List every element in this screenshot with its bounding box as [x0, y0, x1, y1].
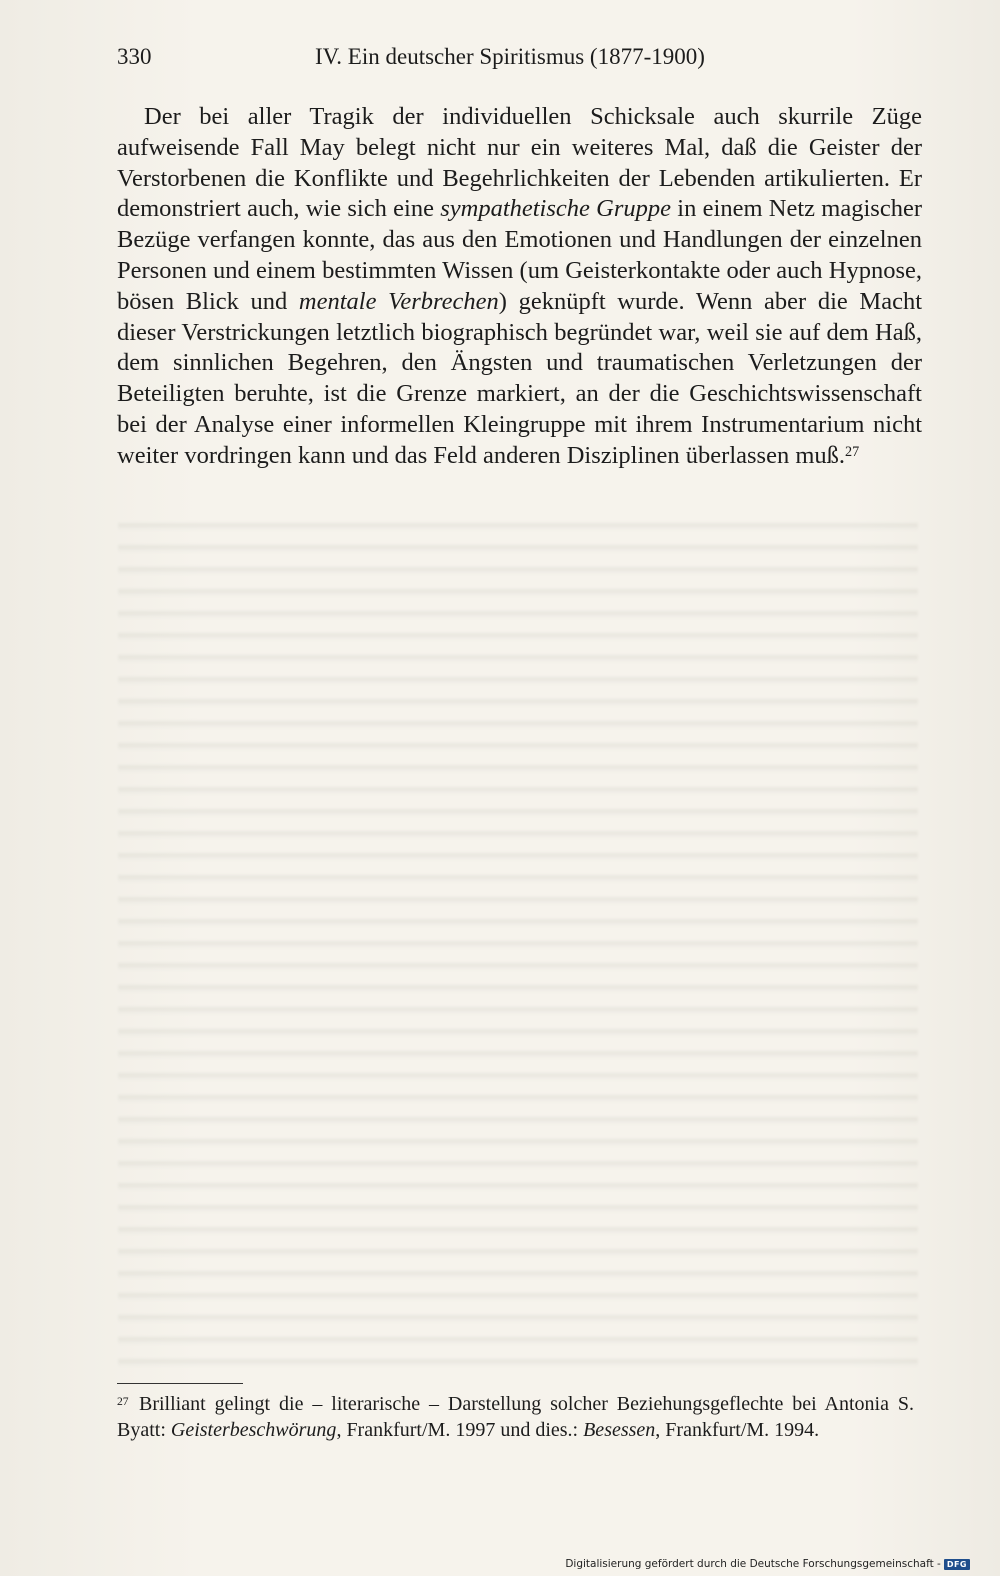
text-segment: in einem Netz magischer Bezüge verfangen konnte, das aus den Emotionen und Handlungen der einzelnen Personen und einem bestimmten Wissen (um Geisterkontakte oder auch Hypnose, bösen Blick und [117, 195, 922, 315]
footnote-emphasis: Besessen [583, 1419, 656, 1441]
footnote-text: Brilliant gelingt die – literarische – Darstellung solcher Beziehungsgeflechte bei Antonia S. Byatt: [117, 1393, 914, 1441]
text-segment: Der bei aller Tragik der individuellen Schicksale auch skurrile Züge aufweisende Fall May belegt nicht nur ein weiteres Mal, daß die Geister der Verstorbenen die Konflikte und Begehrlichkeiten der Lebenden artikulierten. Er demonstriert auch, wie sich eine [117, 103, 922, 223]
show-through-text [118, 510, 918, 1370]
text-segment: ) geknüpft wurde. Wenn aber die Macht dieser Verstrickungen letztlich biographisch begründet war, weil sie auf dem Haß, dem sinnlichen Begehren, den Ängsten und traumatischen Verletzungen der Beteiligten beruhte, ist die Grenze markiert, an der die Geschichtswissenschaft bei der Analyse einer informellen Kleingruppe mit ihrem Instrumentarium nicht weiter vordringen kann und das Feld anderen Disziplinen überlassen muß. [117, 287, 922, 469]
page-header [117, 40, 922, 74]
digitization-text: Digitalisierung gefördert durch die Deutsche Forschungsgemeinschaft - [565, 1558, 941, 1570]
footnote-text: , Frankfurt/M. 1994. [655, 1419, 820, 1441]
footnote [117, 1391, 914, 1443]
footnote-emphasis: Geisterbeschwörung [170, 1419, 337, 1441]
footnote-first-line: $^{27}$ Brilliant gelingt die – literarische – Darstellung solcher Beziehungsgeflechte bei Antonia S. Byatt: Geisterbeschwörung, Frankfurt/M. 1997 und dies.: Besessen, Frankfurt/M. 1994. [117, 1393, 914, 1441]
digitization-notice [565, 1558, 970, 1570]
footnote-reference[interactable]: 27 [845, 444, 860, 461]
running-head: IV. Ein deutscher Spiritismus (1877-1900) [315, 44, 705, 69]
emphasis: sympathetische Gruppe [440, 195, 672, 223]
main-text [117, 102, 922, 472]
page-number: 330 [117, 44, 152, 69]
dfg-logo-icon: DFG [944, 1559, 970, 1570]
paragraph [117, 102, 922, 472]
footnote-text: , Frankfurt/M. 1997 und dies.: [336, 1419, 584, 1441]
emphasis: mentale Verbrechen [298, 287, 499, 315]
footnote-separator [117, 1383, 243, 1384]
